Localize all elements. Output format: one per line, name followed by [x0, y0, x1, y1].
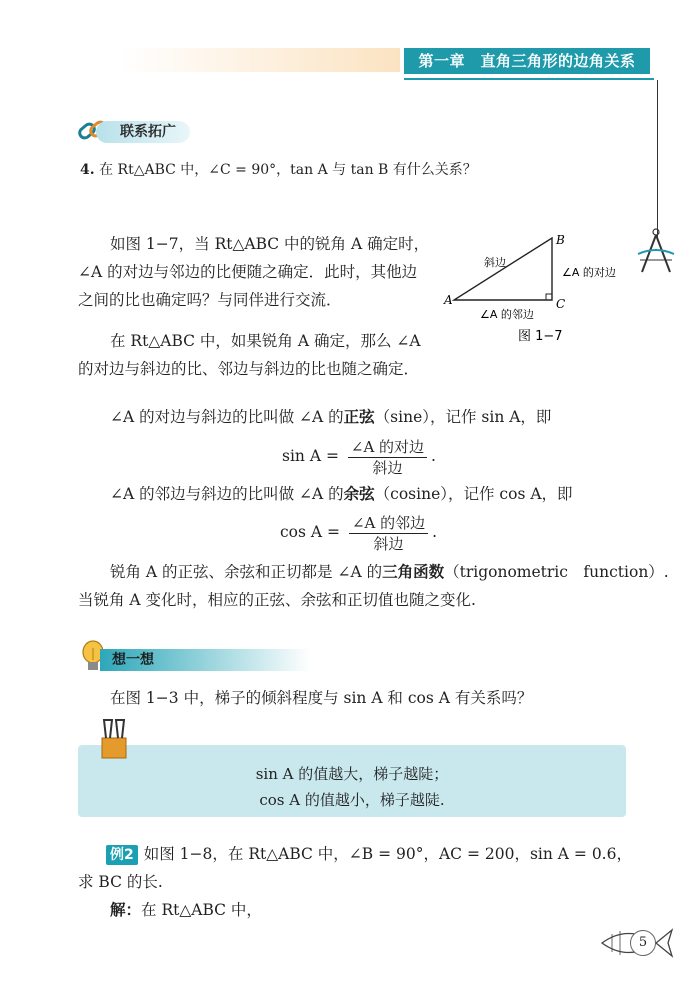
compass-icon: [634, 226, 678, 276]
example-2-text: 如图 1−8，在 Rt△ABC 中，∠B = 90°，AC = 200，sin A = 0.6，: [143, 845, 632, 863]
trig-line-1: [110, 558, 669, 586]
intro-line-5: 的对边与斜边的比、邻边与斜边的比也随之确定．: [78, 360, 420, 378]
solution-text: 在 Rt△ABC 中，: [141, 901, 262, 919]
exercise-text: 在 Rt△ABC 中，∠C = 90°，tan A 与 tan B 有什么关系？: [99, 162, 477, 178]
cosine-denominator: 斜边: [373, 534, 404, 553]
sine-definition: [110, 403, 551, 431]
figure-1-7: [440, 228, 640, 348]
cosine-formula: [280, 512, 437, 554]
sine-term: 正弦: [343, 407, 375, 426]
opposite-side-label: ∠A 的对边: [562, 266, 616, 279]
intro-line-4: 在 Rt△ABC 中，如果锐角 A 确定，那么 ∠A: [110, 332, 421, 350]
intro-line-2: ∠A 的对边与邻边的比便随之确定．此时，其他边: [78, 263, 418, 281]
binder-clip-icon: [96, 716, 132, 762]
sine-denominator: 斜边: [372, 458, 403, 477]
cosine-term: 余弦: [343, 484, 375, 503]
hypotenuse-label: 斜边: [484, 256, 506, 269]
trig-term: 三角函数: [382, 562, 445, 581]
sine-text-post: （sine），记作 sin A，即: [374, 408, 552, 426]
right-triangle: [454, 238, 552, 300]
solution-label: 解：: [110, 900, 142, 919]
chapter-title: 第一章 直角三角形的边角关系: [404, 48, 650, 74]
sine-lhs: sin A =: [282, 447, 339, 465]
cosine-end: .: [432, 523, 438, 541]
think-question: 在图 1−3 中，梯子的倾斜程度与 sin A 和 cos A 有关系吗？: [110, 689, 533, 707]
vertex-a: A: [444, 293, 453, 307]
intro-line-1: 如图 1−7，当 Rt△ABC 中的锐角 A 确定时，: [110, 235, 430, 253]
cosine-definition: [110, 480, 573, 508]
example-2-line-1: [106, 840, 632, 868]
think-tag: 想一想: [112, 652, 154, 668]
page-number: 5: [630, 930, 656, 956]
sine-text-pre: ∠A 的对边与斜边的比叫做 ∠A 的: [110, 408, 344, 426]
trig-text-post: （trigonometric function）.: [444, 563, 669, 581]
sine-fraction: [348, 437, 427, 478]
vertex-b: B: [556, 233, 565, 247]
header-decoration: [120, 48, 400, 72]
example-2-line-2: 求 BC 的长.: [78, 873, 163, 891]
cosine-fraction: [349, 513, 428, 554]
note-line-1: sin A 的值越大，梯子越陡；: [255, 765, 449, 783]
adjacent-side-label: ∠A 的邻边: [480, 308, 534, 321]
trig-line-2: 当锐角 A 变化时，相应的正弦、余弦和正切值也随之变化.: [78, 591, 476, 609]
note-line-2: cos A 的值越小，梯子越陡.: [259, 791, 445, 809]
figure-caption: 图 1−7: [518, 329, 563, 344]
sine-numerator: ∠A 的对边: [348, 437, 427, 458]
trig-text-pre: 锐角 A 的正弦、余弦和正切都是 ∠A 的: [110, 563, 383, 581]
section-tag-links: 联系拓广: [96, 121, 190, 143]
cosine-text-pre: ∠A 的邻边与斜边的比叫做 ∠A 的: [110, 485, 344, 503]
exercise-number: 4.: [80, 162, 95, 178]
sine-end: .: [431, 447, 436, 465]
sine-formula: [282, 436, 436, 478]
exercise-4: [80, 156, 477, 184]
cosine-lhs: cos A =: [280, 523, 341, 541]
header-underline: [404, 78, 654, 80]
margin-line: [657, 80, 658, 240]
cosine-numerator: ∠A 的邻边: [349, 513, 428, 534]
example-badge: 例2: [106, 845, 138, 865]
vertex-c: C: [556, 297, 566, 311]
intro-line-3: 之间的比也确定吗？与同伴进行交流．: [78, 291, 342, 309]
cosine-text-post: （cosine），记作 cos A，即: [374, 485, 573, 503]
solution-line: [110, 896, 262, 924]
